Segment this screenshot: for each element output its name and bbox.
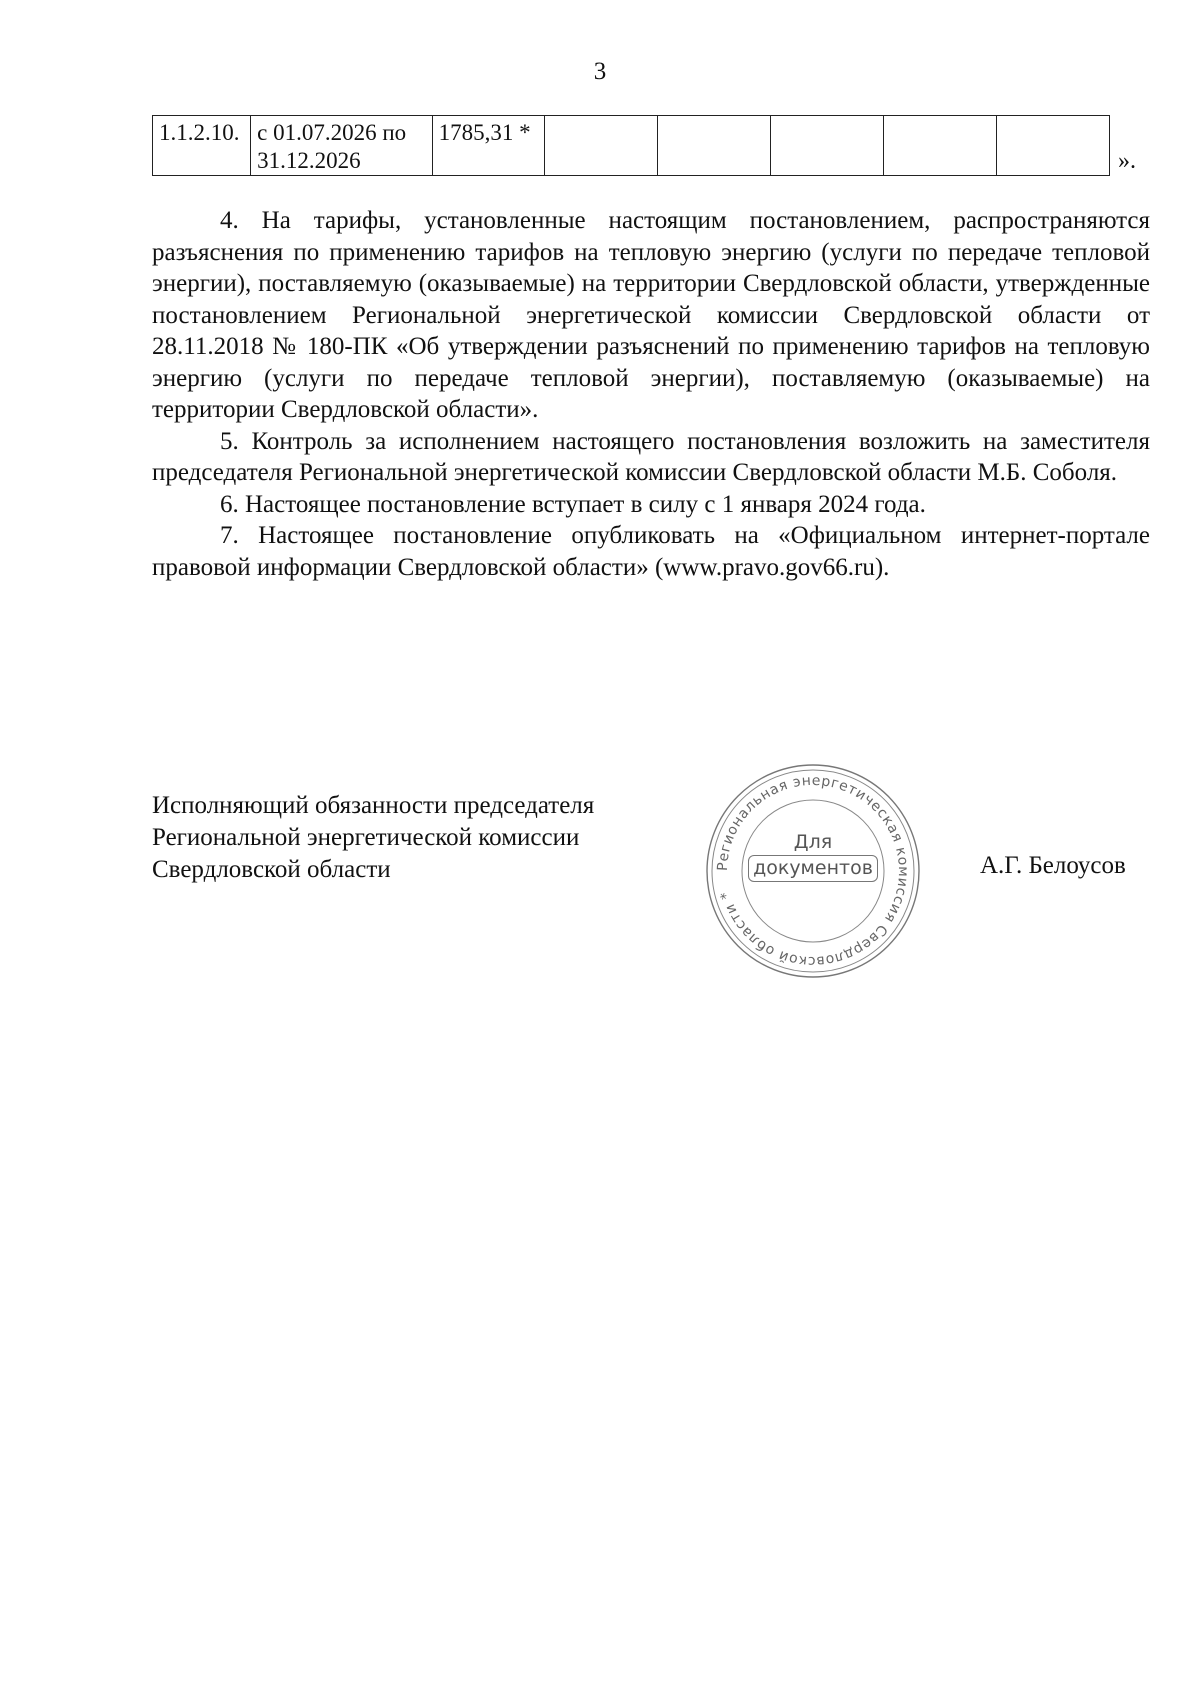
table-cell-number: 1.1.2.10.: [153, 116, 251, 176]
table-cell-empty: [997, 116, 1110, 176]
seal-center-line-1: Для: [793, 831, 833, 853]
paragraph-7: 7. Настоящее постановление опубликовать на «Официальном интернет-портале правовой информации Свердловской области» (www.pravo.gov66.ru).: [152, 522, 1150, 581]
signature-block: [152, 790, 594, 886]
table-row: [153, 116, 1110, 176]
signer-position-line-3: Свердловской области: [152, 856, 391, 883]
table-cell-period: с 01.07.2026 по 31.12.2026: [251, 116, 432, 176]
seal-center-line-2: документов: [748, 855, 878, 882]
table-cell-empty: [884, 116, 997, 176]
table-cell-empty: [771, 116, 884, 176]
signer-name: А.Г. Белоусов: [980, 852, 1126, 879]
table-cell-empty: [658, 116, 771, 176]
table-cell-empty: [545, 116, 658, 176]
seal-center: [702, 830, 924, 882]
closing-quote: ».: [1118, 148, 1136, 174]
paragraph-4: 4. На тарифы, установленные настоящим постановлением, распространяются разъяснения по применению тарифов на тепловую энергию (услуги по передаче тепловой энергии), поставляемую (оказываемые) на территории Свердловской области, утвержденные постановлением Региональной энергетической комиссии Свердловской области от 28.11.2018 № 180-ПК «Об утверждении разъяснений по применению тарифов на тепловую энергию (услуги по передаче тепловой энергии), поставляемую (оказываемые) на территории Свердловской области».: [152, 207, 1150, 423]
seal-ring-text: Региональная энергетическая комиссия Свердловской области *: [714, 772, 912, 970]
paragraph-5: 5. Контроль за исполнением настоящего постановления возложить на заместителя председателя Региональной энергетической комиссии Свердловской области М.Б. Соболя.: [152, 427, 1150, 486]
table-cell-tariff: 1785,31 *: [432, 116, 545, 176]
page-number: 3: [593, 58, 607, 85]
body-text: [152, 205, 1150, 583]
tariff-table: [152, 115, 1110, 176]
official-seal: [702, 760, 924, 982]
signer-position-line-2: Региональной энергетической комиссии: [152, 824, 580, 851]
paragraph-6: 6. Настоящее постановление вступает в силу с 1 января 2024 года.: [220, 490, 926, 518]
signer-position-line-1: Исполняющий обязанности председателя: [152, 792, 595, 819]
